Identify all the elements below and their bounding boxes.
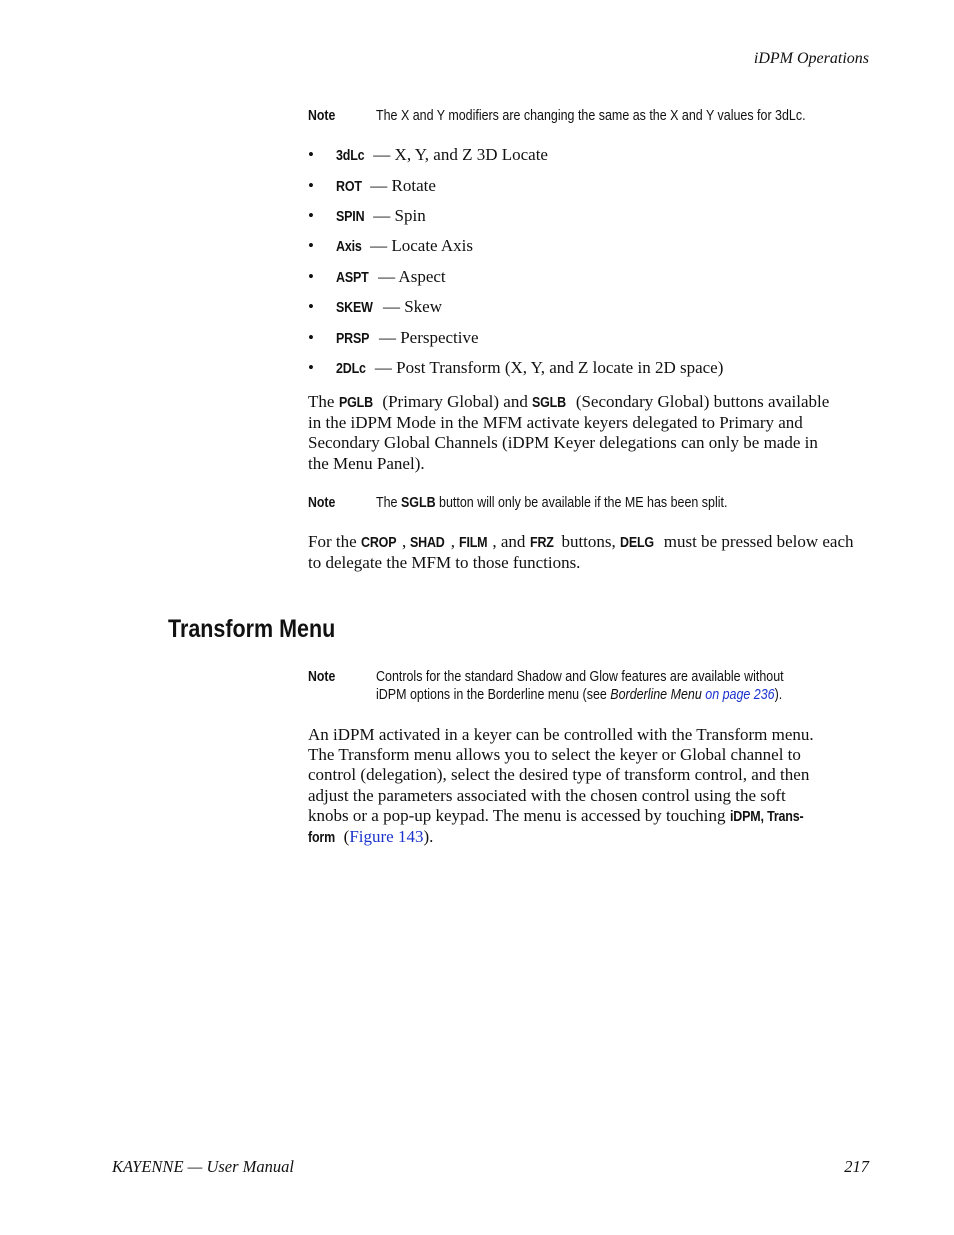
keyword: iDPM, Trans- (729, 808, 804, 825)
keyword: FRZ (529, 535, 554, 551)
footer-title: KAYENNE — User Manual (112, 1157, 294, 1176)
keyword: ROT (336, 179, 362, 195)
keyword: SPIN (336, 209, 365, 225)
keyword: PGLB (338, 395, 373, 411)
paragraph: An iDPM activated in a keyer can be controlled with the Transform menu. The Transform menu allows you to select the keyer or Global channel to control (delegation), select the desired type of transform control, and then adjust the parameters associated with the chosen control using the soft knobs or a pop-up keypad. The menu is accessed by touching iDPM, Trans- form (Figure 143). (308, 725, 870, 848)
bullet-list: • 3dLc — X, Y, and Z 3D Locate • ROT — Rotate • SPIN — Spin • Axis — Locate Axis • ASPT — Aspect • SKEW — Skew • PRSP — Perspective • 2DLc — Post Transform (X, Y, and Z locate in 2D space) (308, 145, 724, 377)
keyword: PRSP (336, 331, 370, 347)
note-label: Note (308, 668, 336, 685)
paragraph: The PGLB (Primary Global) and SGLB (Secondary Global) buttons available in the iDPM Mode in the MFM activate keyers delegated to Primary and Secondary Global Channels (iDPM Keyer delegations can only be made in the Menu Panel). (308, 392, 830, 473)
keyword: SKEW (336, 300, 373, 316)
note-text: Controls for the standard Shadow and Glow features are available without iDPM options in the Borderline menu (see Borderline Menu on page 236). (376, 669, 784, 703)
note-label: Note (308, 494, 336, 511)
note-label: Note (308, 107, 336, 124)
keyword: 2DLc (336, 361, 366, 377)
page-number: 217 (844, 1157, 869, 1176)
page-link[interactable]: on page 236 (705, 687, 775, 703)
keyword: CROP (360, 535, 397, 551)
keyword: SGLB (400, 495, 436, 511)
keyword: ASPT (336, 270, 369, 286)
paragraph: For the CROP , SHAD , FILM , and FRZ buttons, DELG must be pressed below each to delegate the MFM to those functions. (308, 532, 854, 573)
keyword: SHAD (410, 535, 446, 551)
cross-reference: Borderline Menu (610, 687, 702, 703)
section-heading: Transform Menu (168, 615, 336, 643)
figure-link[interactable]: Figure 143 (349, 827, 424, 847)
note-text: The SGLB button will only be available if the ME has been split. (376, 495, 728, 511)
note-text: The X and Y modifiers are changing the same as the X and Y values for 3dLc. (376, 108, 806, 124)
keyword: 3dLc (336, 148, 365, 164)
running-header: iDPM Operations (753, 50, 869, 67)
keyword: SGLB (532, 395, 567, 411)
keyword: DELG (620, 535, 654, 551)
keyword: Axis (336, 239, 362, 255)
keyword: form (308, 830, 336, 847)
keyword: FILM (459, 535, 488, 551)
